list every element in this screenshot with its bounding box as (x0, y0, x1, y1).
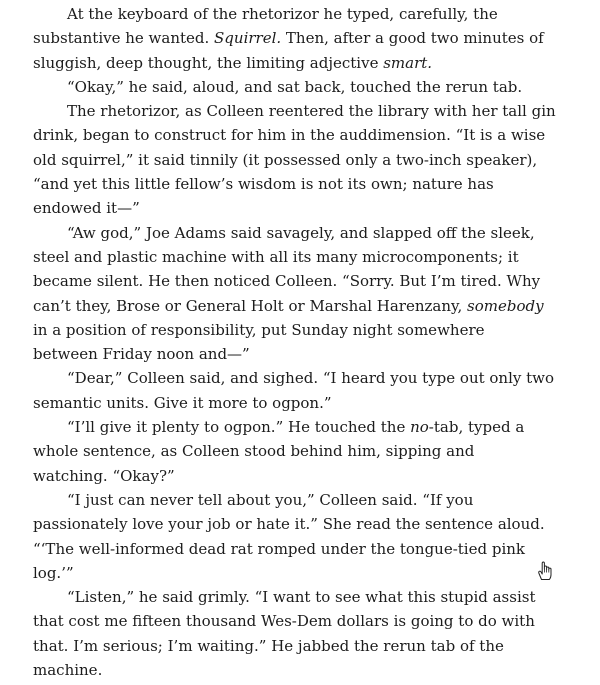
paragraph (33, 415, 570, 488)
text-run: “Dear,” Colleen said, and sighed. “I heard you type out only two (67, 369, 555, 388)
text-run: between Friday noon and—” (33, 345, 250, 364)
text-run: “‘The well-informed dead rat romped under the tongue-tied pink (33, 539, 526, 558)
text-line (33, 464, 570, 488)
hand-pointer-icon (535, 559, 555, 581)
text-run: “and yet this little fellow’s wisdom is not its own; nature has (33, 175, 494, 194)
text-line (50, 366, 570, 390)
text-run: “Listen,” he said grimly. “I want to see what this stupid assist (67, 588, 536, 607)
text-run: sluggish, deep thought, the limiting adjective (33, 53, 384, 72)
text-line (33, 658, 570, 682)
text-line (50, 488, 570, 512)
text-run: Then, after a good two minutes of (281, 29, 544, 48)
text-line (50, 415, 570, 439)
text-line (33, 439, 570, 463)
paragraph (33, 585, 570, 682)
text-run: whole sentence, as Colleen stood behind him, sipping and (33, 442, 475, 461)
text-body (33, 2, 570, 682)
text-line (33, 634, 570, 658)
text-line (50, 75, 570, 99)
text-line (33, 609, 570, 633)
italic-run: somebody (467, 296, 544, 315)
text-run: “I just can never tell about you,” Colleen said. “If you (67, 490, 474, 509)
text-line (50, 2, 570, 26)
text-run: in a position of responsibility, put Sunday night somewhere (33, 320, 485, 339)
text-run: can’t they, Brose or General Holt or Marshal Harenzany, (33, 296, 468, 315)
text-run: endowed it—” (33, 199, 140, 218)
text-run: drink, began to construct for him in the auddimension. “It is a wise (33, 126, 546, 145)
text-line (33, 172, 570, 196)
text-run: At the keyboard of the rhetorizor he typed, carefully, the (67, 5, 498, 23)
paragraph (33, 221, 570, 367)
text-line (33, 342, 570, 366)
text-run: that. I’m serious; I’m waiting.” He jabbed the rerun tab of the (33, 636, 504, 655)
text-line (33, 512, 570, 536)
text-run: machine. (33, 661, 103, 680)
text-line (33, 196, 570, 220)
text-run: “I’ll give it plenty to ogpon.” He touched the (67, 418, 411, 437)
paragraph (33, 99, 570, 220)
text-line (33, 391, 570, 415)
text-line (33, 318, 570, 342)
text-run: watching. “Okay?” (33, 466, 175, 485)
text-line (33, 561, 570, 585)
text-run: old squirrel,” it said tinnily (it possessed only a two-inch speaker), (33, 150, 538, 169)
italic-run: smart. (383, 53, 433, 72)
text-run: log.’” (33, 563, 74, 582)
text-line (33, 26, 570, 50)
text-line (50, 585, 570, 609)
text-line (33, 51, 570, 75)
text-run: passionately love your job or hate it.” She read the sentence aloud. (33, 515, 545, 534)
paragraph (33, 2, 570, 75)
text-line (50, 221, 570, 245)
italic-run: no (410, 418, 429, 437)
text-run: semantic units. Give it more to ogpon.” (33, 393, 332, 412)
text-run: became silent. He then noticed Colleen. “Sorry. But I’m tired. Why (33, 272, 541, 291)
paragraph (33, 488, 570, 585)
italic-run: Squirrel. (214, 29, 282, 48)
text-run: “Aw god,” Joe Adams said savagely, and slapped off the sleek, (67, 223, 535, 242)
text-line (33, 269, 570, 293)
text-line (33, 123, 570, 147)
text-run: that cost me fifteen thousand Wes-Dem dollars is going to do with (33, 612, 535, 631)
text-run: The rhetorizor, as Colleen reentered the library with her tall gin (67, 102, 556, 121)
text-line (50, 99, 570, 123)
text-line (33, 294, 570, 318)
text-line (33, 537, 570, 561)
text-run: substantive he wanted. (33, 29, 215, 48)
paragraph (50, 75, 570, 99)
text-line (33, 148, 570, 172)
paragraph (33, 366, 570, 415)
text-run: “Okay,” he said, aloud, and sat back, touched the rerun tab. (67, 77, 523, 96)
text-run: steel and plastic machine with all its many microcomponents; it (33, 247, 519, 266)
text-line (33, 245, 570, 269)
text-run: -tab, typed a (428, 418, 525, 437)
